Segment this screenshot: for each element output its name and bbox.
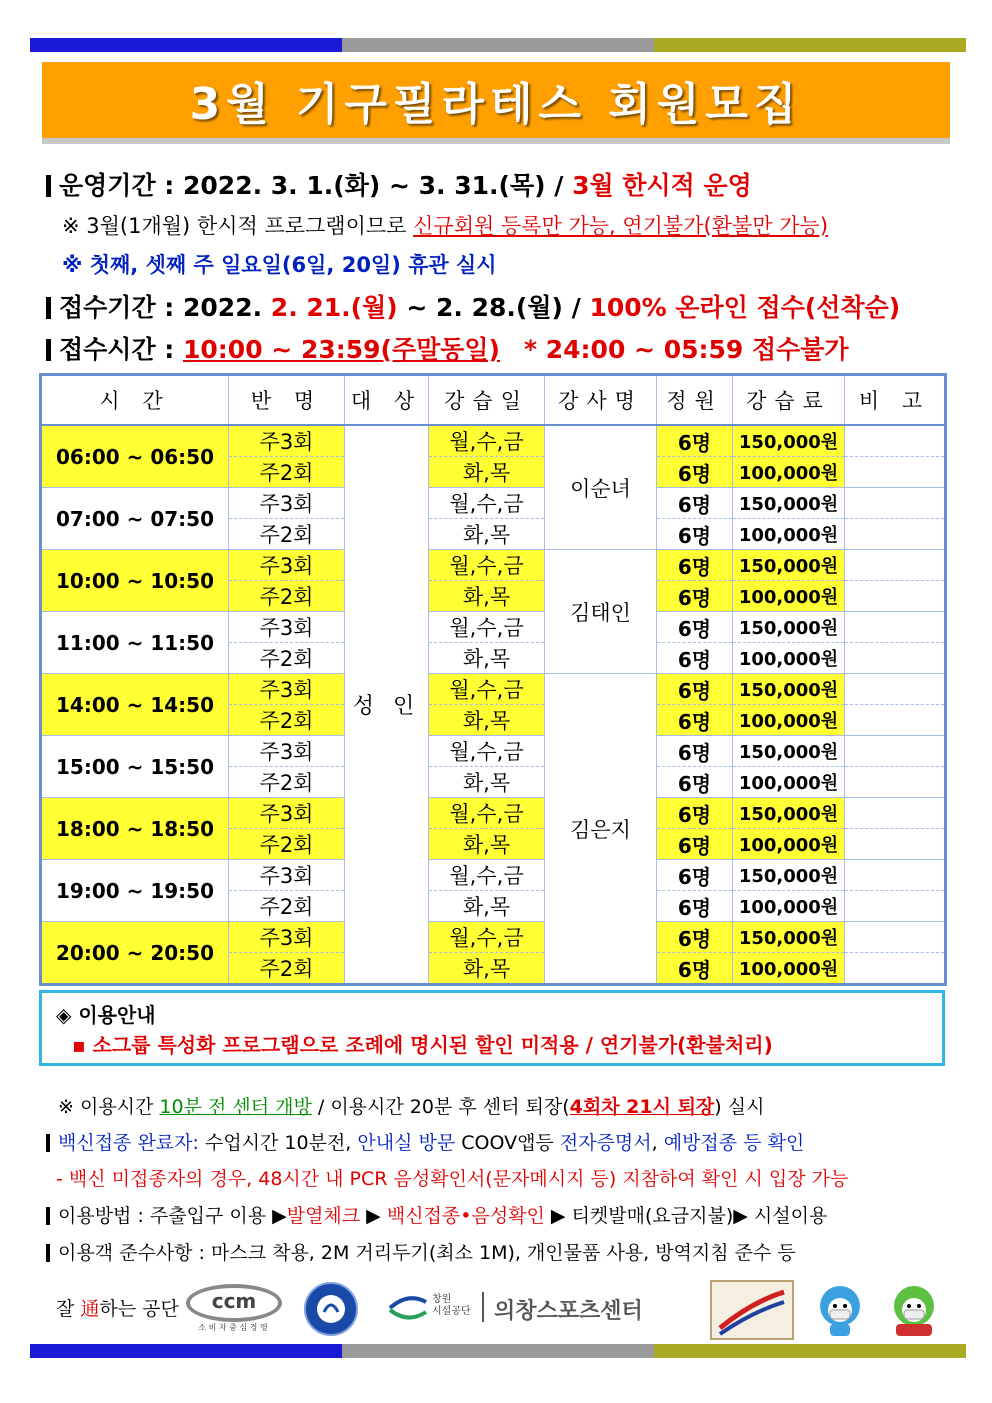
capacity: 6명 <box>657 705 733 736</box>
class-days: 월,수,금 <box>429 550 545 581</box>
slot-time: 07:00 ~ 07:50 <box>41 488 229 550</box>
target-cell: 성 인 <box>345 425 429 985</box>
class-name: 주2회 <box>229 643 345 674</box>
vaccine-d: COOV앱등 <box>455 1132 560 1154</box>
header-time: 시 간 <box>41 375 229 426</box>
usage-time-a: ※ 이용시간 <box>58 1096 160 1118</box>
org-name-b: 시설공단 <box>432 1306 471 1317</box>
org-logo-icon <box>386 1294 430 1320</box>
ccm-sub: 소 비 자 중 심 경 영 <box>198 1323 268 1332</box>
class-name: 주2회 <box>229 705 345 736</box>
reception-time-note: * 24:00 ~ 05:59 접수불가 <box>523 335 849 364</box>
capacity: 6명 <box>657 425 733 457</box>
table-row <box>41 736 946 767</box>
notice-heading: ◈ 이용안내 <box>56 1003 156 1027</box>
table-row <box>41 488 946 519</box>
class-name: 주2회 <box>229 891 345 922</box>
capacity: 6명 <box>657 457 733 488</box>
class-days: 월,수,금 <box>429 922 545 953</box>
class-name: 주3회 <box>229 798 345 829</box>
usage-notice-box <box>39 990 945 1066</box>
fee: 150,000원 <box>733 674 845 705</box>
class-days: 화,목 <box>429 891 545 922</box>
note1-highlight: 신규회원 등록만 가능, 연기불가(환불만 가능) <box>413 214 829 238</box>
capacity: 6명 <box>657 643 733 674</box>
mascot-green <box>884 1280 944 1338</box>
remarks <box>845 736 946 767</box>
reception-time-label: 접수시간 : <box>59 335 184 364</box>
fee: 150,000원 <box>733 922 845 953</box>
capacity: 6명 <box>657 736 733 767</box>
method-c: ▶ <box>360 1205 387 1227</box>
class-days: 월,수,금 <box>429 798 545 829</box>
remarks <box>845 643 946 674</box>
class-days: 화,목 <box>429 457 545 488</box>
class-name: 주3회 <box>229 612 345 643</box>
class-days: 월,수,금 <box>429 860 545 891</box>
logo-divider <box>482 1292 484 1322</box>
class-days: 월,수,금 <box>429 488 545 519</box>
capacity: 6명 <box>657 829 733 860</box>
class-days: 월,수,금 <box>429 425 545 457</box>
capacity: 6명 <box>657 488 733 519</box>
page-title: 3월 기구필라테스 회원모집 <box>189 79 803 130</box>
capacity: 6명 <box>657 581 733 612</box>
bullet-marker <box>46 297 51 319</box>
method-d: 백신접종•음성확인 <box>386 1205 545 1227</box>
capacity: 6명 <box>657 860 733 891</box>
bullet-marker <box>46 1134 50 1152</box>
reception-note: 100% 온라인 접수(선착순) <box>589 293 901 322</box>
method-a: 이용방법 : 주출입구 이용 ▶ <box>58 1205 287 1227</box>
vaccine-line <box>46 1128 804 1155</box>
fee: 100,000원 <box>733 829 845 860</box>
notice-body: ▪ 소그룹 특성화 프로그램으로 조례에 명시된 할인 미적용 / 연기불가(환불처리) <box>72 1033 773 1057</box>
class-days: 화,목 <box>429 581 545 612</box>
header-class: 반 명 <box>229 375 345 426</box>
top-bar-olive <box>654 38 966 52</box>
certification-mark <box>710 1280 794 1340</box>
capacity: 6명 <box>657 767 733 798</box>
remarks <box>845 705 946 736</box>
fee: 100,000원 <box>733 519 845 550</box>
top-bar-blue <box>30 38 342 52</box>
rules-text: 이용객 준수사항 : 마스크 착용, 2M 거리두기(최소 1M), 개인물품 사용, 방역지침 준수 등 <box>58 1242 796 1264</box>
human-rights-logo <box>304 1282 358 1336</box>
method-line <box>46 1201 827 1228</box>
fee: 100,000원 <box>733 643 845 674</box>
header-remarks: 비 고 <box>845 375 946 426</box>
class-name: 주3회 <box>229 674 345 705</box>
class-days: 월,수,금 <box>429 674 545 705</box>
usage-time-c: / 이용시간 20분 후 센터 퇴장( <box>311 1096 570 1118</box>
unvaccinated-line: - 백신 미접종자의 경우, 48시간 내 PCR 음성확인서(문자메시지 등) 지참하여 확인 시 입장 가능 <box>56 1168 849 1190</box>
remarks <box>845 798 946 829</box>
table-row <box>41 425 946 457</box>
operation-period <box>46 166 752 202</box>
header-days: 강습일 <box>429 375 545 426</box>
bottom-bar-olive <box>654 1344 966 1358</box>
org-name <box>432 1294 471 1318</box>
fee: 150,000원 <box>733 488 845 519</box>
reception-start: 2. 21.(월) <box>270 293 398 322</box>
org-name-a: 창원 <box>432 1294 452 1305</box>
footer-logos <box>46 1280 952 1340</box>
fee: 100,000원 <box>733 581 845 612</box>
instructor-2: 김태인 <box>545 550 657 674</box>
vaccine-e: 전자증명서 <box>559 1132 652 1154</box>
class-name: 주3회 <box>229 488 345 519</box>
remarks <box>845 425 946 457</box>
fee: 150,000원 <box>733 425 845 457</box>
slogan-b: 通 <box>80 1298 100 1320</box>
capacity: 6명 <box>657 674 733 705</box>
slot-time: 18:00 ~ 18:50 <box>41 798 229 860</box>
vaccine-f: , <box>651 1132 664 1154</box>
table-header-row <box>41 375 946 426</box>
table-row <box>41 798 946 829</box>
slogan-a: 잘 <box>56 1298 81 1320</box>
bullet-marker <box>46 175 51 197</box>
instructor-1: 이순녀 <box>545 425 657 550</box>
capacity: 6명 <box>657 612 733 643</box>
instructor-3: 김은지 <box>545 674 657 985</box>
remarks <box>845 581 946 612</box>
usage-time-e: ) 실시 <box>714 1096 765 1118</box>
vaccine-a: 백신접종 완료자: <box>58 1132 199 1154</box>
rules-line <box>46 1238 796 1265</box>
class-name: 주2회 <box>229 953 345 985</box>
note-closure: ※ 첫째, 셋째 주 일요일(6일, 20일) 휴관 실시 <box>62 253 497 277</box>
slot-time: 15:00 ~ 15:50 <box>41 736 229 798</box>
capacity: 6명 <box>657 891 733 922</box>
period-label: 운영기간 : 2022. 3. 1.(화) ~ 3. 31.(목) / <box>59 171 573 200</box>
class-name: 주2회 <box>229 767 345 798</box>
fee: 100,000원 <box>733 767 845 798</box>
schedule-table <box>39 373 947 986</box>
class-name: 주3회 <box>229 736 345 767</box>
capacity: 6명 <box>657 922 733 953</box>
vaccine-b: 수업시간 10분전, <box>198 1132 358 1154</box>
class-name: 주2회 <box>229 519 345 550</box>
class-name: 주3회 <box>229 425 345 457</box>
class-days: 화,목 <box>429 953 545 985</box>
remarks <box>845 550 946 581</box>
note1-prefix: ※ 3월(1개월) 한시적 프로그램이므로 <box>62 214 414 238</box>
class-name: 주3회 <box>229 860 345 891</box>
class-days: 화,목 <box>429 519 545 550</box>
class-days: 화,목 <box>429 643 545 674</box>
class-name: 주2회 <box>229 581 345 612</box>
fee: 100,000원 <box>733 457 845 488</box>
vaccine-g: 예방접종 등 확인 <box>663 1132 805 1154</box>
bottom-bar-gray <box>342 1344 654 1358</box>
remarks <box>845 612 946 643</box>
table-row <box>41 612 946 643</box>
slot-time: 19:00 ~ 19:50 <box>41 860 229 922</box>
slogan-c: 하는 공단 <box>99 1298 179 1320</box>
class-name: 주3회 <box>229 922 345 953</box>
method-b: 발열체크 <box>286 1205 361 1227</box>
title-banner <box>42 62 950 138</box>
class-days: 화,목 <box>429 705 545 736</box>
fee: 100,000원 <box>733 705 845 736</box>
slot-time: 10:00 ~ 10:50 <box>41 550 229 612</box>
table-row <box>41 674 946 705</box>
slot-time: 20:00 ~ 20:50 <box>41 922 229 985</box>
reception-time <box>46 330 849 366</box>
bottom-bar-blue <box>30 1344 342 1358</box>
usage-time-exit: 4회차 21시 퇴장 <box>569 1096 715 1118</box>
remarks <box>845 922 946 953</box>
remarks <box>845 674 946 705</box>
class-days: 월,수,금 <box>429 736 545 767</box>
fee: 150,000원 <box>733 612 845 643</box>
capacity: 6명 <box>657 550 733 581</box>
fee: 100,000원 <box>733 953 845 985</box>
header-instructor: 강사명 <box>545 375 657 426</box>
usage-time-line <box>58 1092 764 1119</box>
fee: 150,000원 <box>733 736 845 767</box>
vaccine-c: 안내실 방문 <box>357 1132 456 1154</box>
remarks <box>845 457 946 488</box>
table-row <box>41 860 946 891</box>
title-shadow <box>42 138 950 144</box>
fee: 150,000원 <box>733 798 845 829</box>
remarks <box>845 519 946 550</box>
bullet-marker <box>46 1207 50 1225</box>
remarks <box>845 860 946 891</box>
remarks <box>845 953 946 985</box>
slot-time: 06:00 ~ 06:50 <box>41 425 229 488</box>
period-note: 3월 한시적 운영 <box>572 171 752 200</box>
remarks <box>845 891 946 922</box>
ccm-emblem: ccm <box>186 1284 282 1322</box>
slot-time: 11:00 ~ 11:50 <box>41 612 229 674</box>
fee: 100,000원 <box>733 891 845 922</box>
class-name: 주2회 <box>229 829 345 860</box>
remarks <box>845 829 946 860</box>
human-rights-icon <box>306 1284 356 1334</box>
table-row <box>41 550 946 581</box>
class-name: 주2회 <box>229 457 345 488</box>
header-capacity: 정원 <box>657 375 733 426</box>
header-fee: 강습료 <box>733 375 845 426</box>
method-e: ▶ 티켓발매(요금지불)▶ 시설이용 <box>544 1205 828 1227</box>
class-days: 화,목 <box>429 829 545 860</box>
class-name: 주3회 <box>229 550 345 581</box>
bullet-marker <box>46 1244 50 1262</box>
top-bar-gray <box>342 38 654 52</box>
capacity: 6명 <box>657 519 733 550</box>
table-row <box>41 922 946 953</box>
reception-period <box>46 288 900 324</box>
class-days: 월,수,금 <box>429 612 545 643</box>
capacity: 6명 <box>657 798 733 829</box>
reception-label: 접수기간 : 2022. <box>59 293 271 322</box>
reception-end: ~ 2. 28.(월) / <box>397 293 590 322</box>
slogan <box>56 1294 179 1321</box>
usage-time-open: 10분 전 센터 개방 <box>159 1096 312 1118</box>
remarks <box>845 488 946 519</box>
reception-time-range: 10:00 ~ 23:59(주말동일) <box>183 335 500 364</box>
note-registration <box>62 210 828 240</box>
ccm-logo <box>186 1284 280 1334</box>
center-name: 의창스포츠센터 <box>494 1299 643 1324</box>
fee: 150,000원 <box>733 550 845 581</box>
fee: 150,000원 <box>733 860 845 891</box>
class-days: 화,목 <box>429 767 545 798</box>
header-target: 대 상 <box>345 375 429 426</box>
bullet-marker <box>46 339 51 361</box>
capacity: 6명 <box>657 953 733 985</box>
mascot-blue <box>810 1280 870 1338</box>
remarks <box>845 767 946 798</box>
slot-time: 14:00 ~ 14:50 <box>41 674 229 736</box>
